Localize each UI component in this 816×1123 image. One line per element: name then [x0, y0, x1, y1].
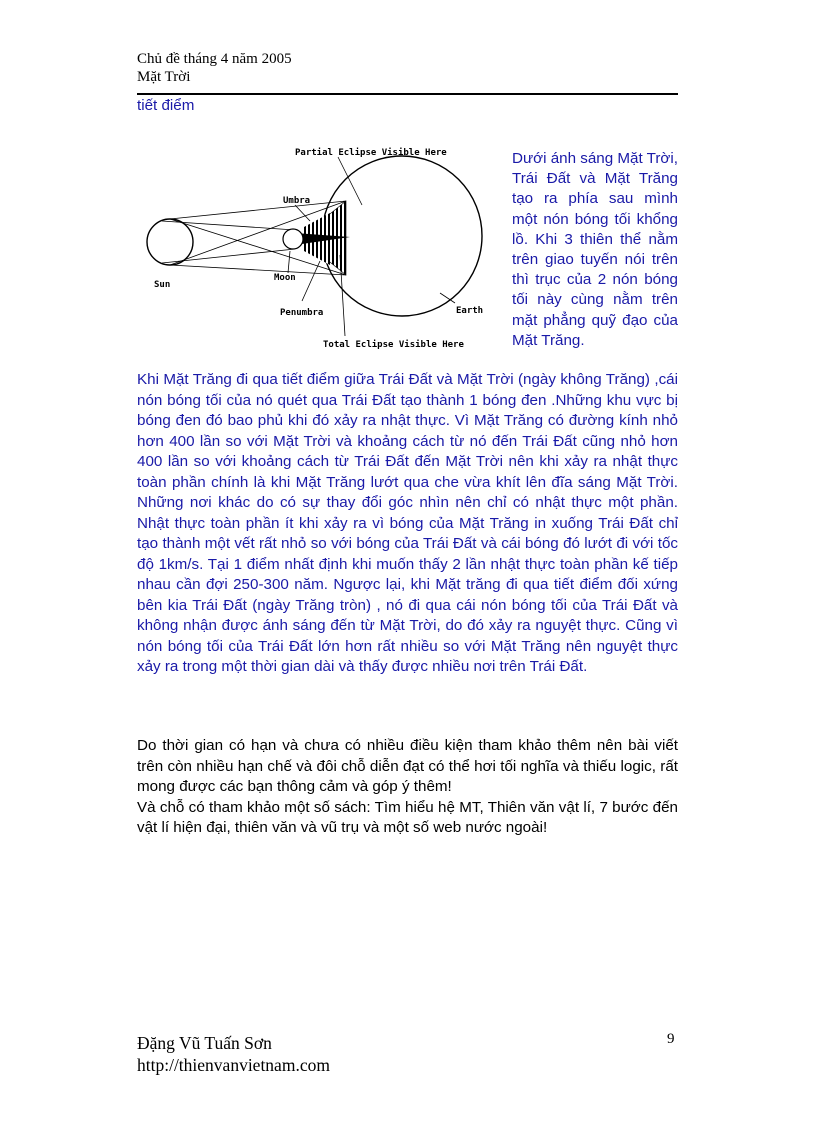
closing-paragraph-2: Và chỗ có tham khảo một số sách: Tìm hiểu hệ MT, Thiên văn vật lí, 7 bước đến vật lí hiện đại, thiên văn và vũ trụ và một số web nước ngoài! [137, 798, 678, 836]
label-partial-eclipse: Partial Eclipse Visible Here [295, 148, 447, 158]
closing-section [137, 736, 678, 839]
page-number: 9 [667, 1031, 675, 1047]
side-paragraph-main: Dưới ánh sáng Mặt Trời, Trái Đất và Mặt Trăng tạo ra phía sau mình một nón bóng tối khổng lồ. Khi 3 thiên thể nằm trên giao tuyến nói trên thì trục của 2 nón bóng tối này cùng nằm trên mặt phẳng quỹ đạo của [512, 150, 678, 329]
label-sun: Sun [154, 280, 171, 290]
label-penumbra: Penumbra [280, 308, 324, 318]
footer-website: http://thienvanvietnam.com [137, 1055, 330, 1075]
label-umbra: Umbra [283, 196, 311, 206]
header-topic: Chủ đề tháng 4 năm 2005 [137, 51, 292, 67]
label-total-eclipse: Total Eclipse Visible Here [323, 340, 464, 350]
side-paragraph-last: Mặt Trăng. [512, 331, 585, 349]
header-divider [137, 93, 678, 95]
moon-circle [283, 229, 303, 249]
sun-circle [147, 219, 193, 265]
section-title: tiết điểm [137, 97, 195, 114]
body-paragraph: Khi Mặt Trăng đi qua tiết điểm giữa Trái Đất và Mặt Trời (ngày không Trăng) ,cái nón bóng tối của nó quét qua Trái Đất tạo thành 1 bóng đen .Những khu vực bị bóng đen đó bao phủ khi đó xảy ra nhật thực. Vì Mặt Trăng có đường kính nhỏ hơn 400 lần so với Mặt Trời và khoảng cách từ nó đến Trái Đất cũng nhỏ hơn 400 lần so với khoảng cách từ Trái Đất đến Mặt Trời nên khi xảy ra nhật thực toàn phần chính là khi Mặt Trăng lướt qua che vừa khít lên đĩa sáng Mặt Trời. Những nơi khác do có sự thay đổi góc nhìn nên chỉ có nhật thực một phần. Nhật thực toàn phần ít khi xảy ra vì bóng của Mặt Trăng in xuống Trái Đất chỉ tạo thành một vết rất nhỏ so với bóng của Trái Đất và cái bóng đó lướt đi với tốc độ 1km/s. Tại 1 điểm nhất định khi muốn thấy 2 lần nhật thực toàn phần kế tiếp nhau cần đợi 250-300 năm. Ngược lại, khi Mặt trăng đi qua tiết điểm đối xứng bên kia Trái Đất (ngày Trăng tròn) , nó đi qua cái nón bóng tối của Trái Đất và không nhận được ánh sáng đến từ Mặt Trời, do đó xảy ra nguyệt thực. Cũng vì nón bóng tối của Trái Đất lớn hơn rất nhiều so với Mặt Trăng nên nguyệt thực xảy ra trong một thời gian dài và thấy được nhiều nơi trên Trái Đất. [137, 371, 678, 675]
label-moon: Moon [274, 273, 296, 283]
eclipse-diagram [140, 143, 505, 358]
closing-paragraph-1: Do thời gian có hạn và chưa có nhiều điều kiện tham khảo thêm nên bài viết trên còn nhiều hạn chế và đôi chỗ diễn đạt có thể hơi tối nghĩa và thiếu logic, rất mong được các bạn thông cảm và góp ý thêm! [137, 737, 678, 795]
header-subject: Mặt Trời [137, 69, 191, 85]
side-paragraph [512, 149, 678, 351]
footer-author: Đặng Vũ Tuấn Sơn [137, 1033, 272, 1053]
label-earth: Earth [456, 306, 484, 316]
